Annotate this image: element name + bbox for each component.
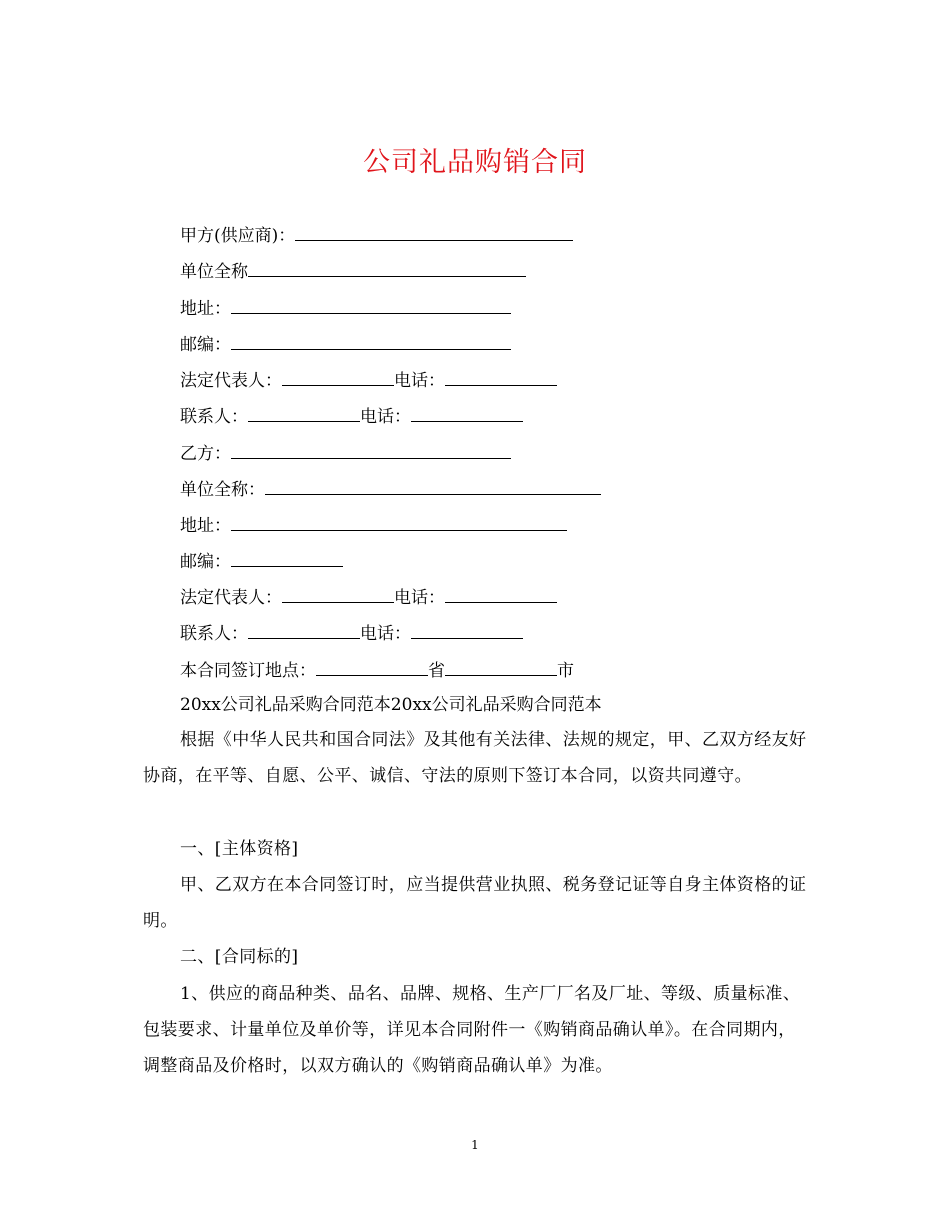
party-b-postcode-field (180, 550, 343, 572)
fill-blank (282, 369, 394, 386)
fill-blank (231, 514, 567, 531)
signing-location-field (180, 659, 574, 681)
field-label: 本合同签订地点： (180, 661, 316, 681)
fill-blank (445, 659, 557, 676)
party-a-postcode-field (180, 333, 511, 355)
field-label: 单位全称 (180, 262, 248, 282)
field-label: 联系人： (180, 407, 248, 427)
party-b-legal-rep-field (180, 586, 557, 608)
field-label: 省 (428, 661, 445, 681)
fill-blank (411, 622, 523, 639)
party-b-address-field (180, 514, 567, 536)
field-label: 法定代表人： (180, 371, 282, 391)
field-label: 单位全称： (180, 480, 265, 500)
fill-blank (411, 405, 523, 422)
page-number: 1 (471, 1138, 479, 1152)
field-label: 邮编： (180, 335, 231, 355)
fill-blank (295, 224, 573, 241)
party-a-contact-field (180, 405, 523, 427)
fill-blank (248, 260, 526, 277)
fill-blank (231, 333, 511, 350)
field-label: 电话： (360, 407, 411, 427)
party-a-field (180, 224, 573, 246)
intro-paragraph: 根据《中华人民共和国合同法》及其他有关法律、法规的规定，甲、乙双方经友好协商，在平等、自愿、公平、诚信、守法的原则下签订本合同，以资共同遵守。 (143, 730, 807, 786)
field-label: 市 (557, 661, 574, 681)
field-label: 电话： (394, 371, 445, 391)
fill-blank (445, 369, 557, 386)
body-paragraph: 1、供应的商品种类、品名、品牌、规格、生产厂厂名及厂址、等级、质量标准、包装要求、计量单位及单价等，详见本合同附件一《购销商品确认单》。在合同期内，调整商品及价格时，以双方确认的《购销商品确认单》为准。 (143, 984, 801, 1076)
fill-blank (231, 442, 511, 459)
section-heading: 一、[主体资格] (180, 839, 299, 859)
field-label: 甲方(供应商)： (180, 226, 296, 246)
fill-blank (231, 550, 343, 567)
party-a-address-field (180, 297, 511, 319)
field-label: 电话： (394, 588, 445, 608)
fill-blank (248, 405, 360, 422)
section-heading: 二、[合同标的] (180, 947, 299, 967)
field-label: 地址： (180, 299, 231, 319)
party-b-contact-field (180, 622, 523, 644)
fill-blank (282, 586, 394, 603)
field-label: 地址： (180, 516, 231, 536)
field-label: 法定代表人： (180, 588, 282, 608)
document-title: 公司礼品购销合同 (363, 147, 587, 178)
field-label: 联系人： (180, 624, 248, 644)
party-b-name-field (180, 478, 601, 500)
fill-blank (231, 297, 511, 314)
body-paragraph: 甲、乙双方在本合同签订时，应当提供营业执照、税务登记证等自身主体资格的证明。 (143, 875, 807, 931)
party-b-field (180, 442, 511, 464)
fill-blank (316, 659, 428, 676)
field-label: 乙方： (180, 444, 231, 464)
sample-title-line: 20xx公司礼品采购合同范本20xx公司礼品采购合同范本 (180, 695, 602, 715)
fill-blank (265, 478, 601, 495)
field-label: 电话： (360, 624, 411, 644)
fill-blank (445, 586, 557, 603)
field-label: 邮编： (180, 552, 231, 572)
fill-blank (248, 622, 360, 639)
party-a-legal-rep-field (180, 369, 557, 391)
party-a-name-field (180, 260, 526, 282)
